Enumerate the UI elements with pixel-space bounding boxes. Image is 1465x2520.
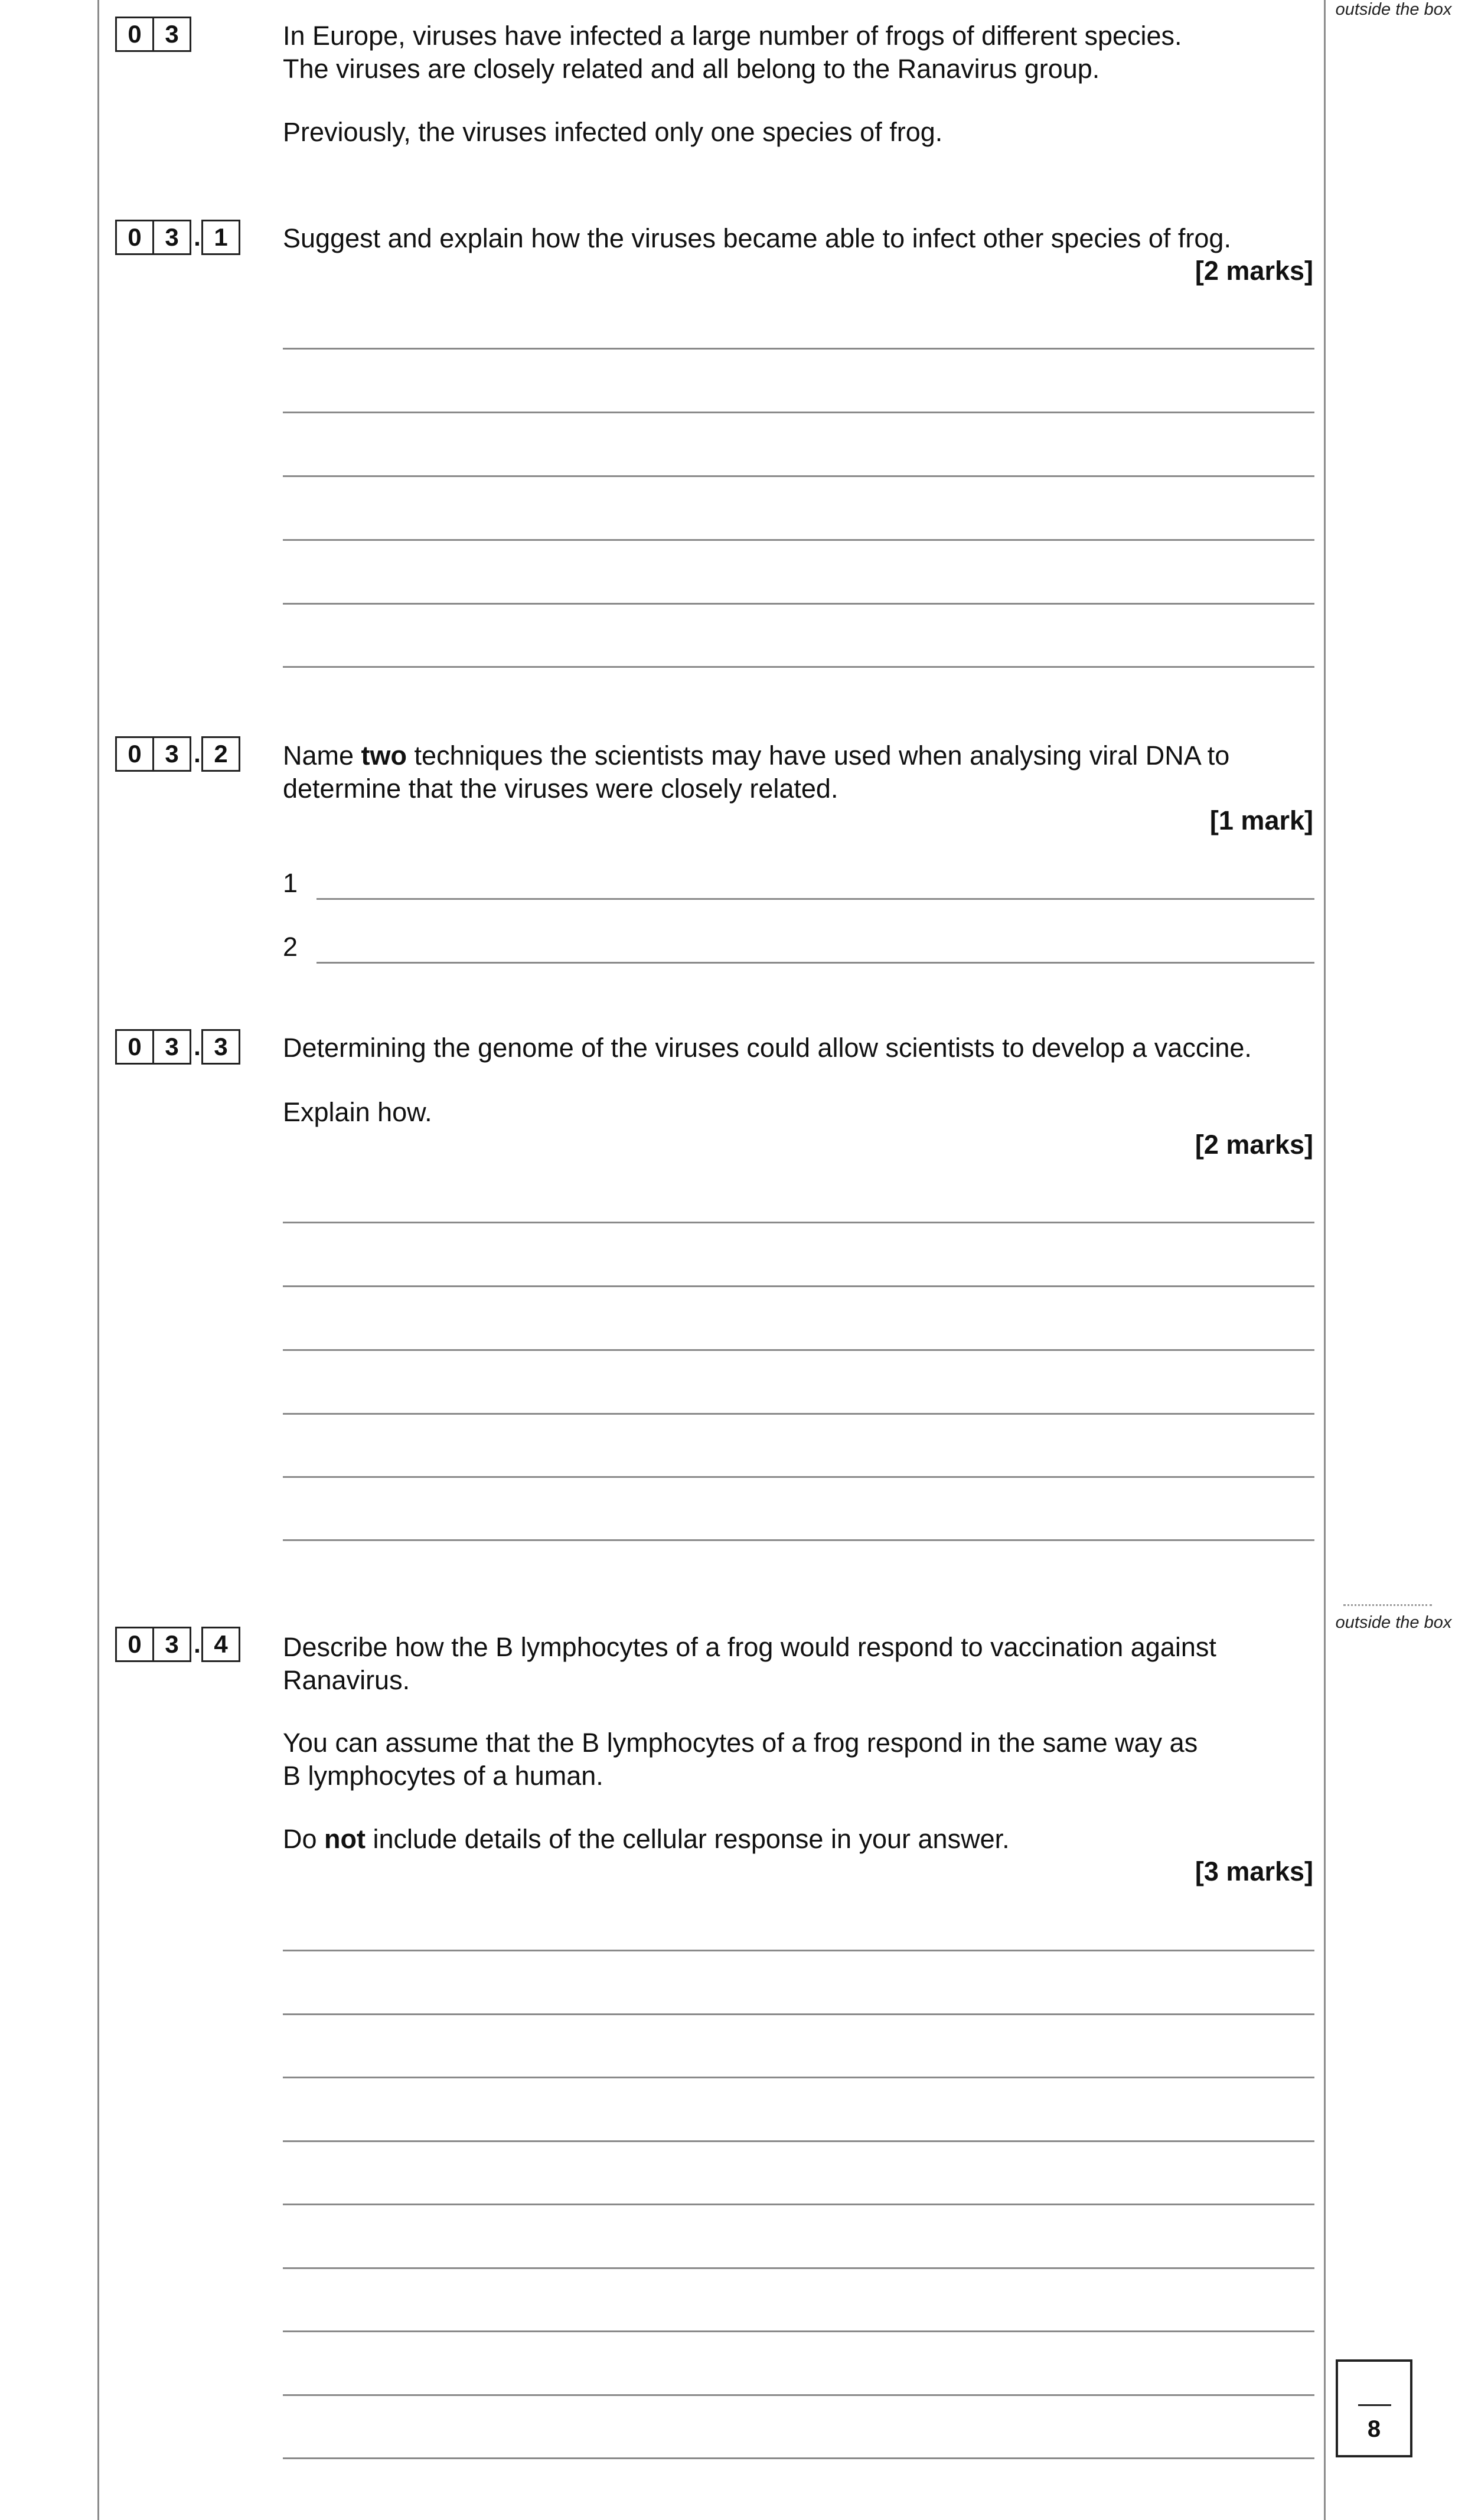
- answer-line[interactable]: [283, 2140, 1314, 2142]
- total-marks-value: 8: [1367, 2416, 1381, 2442]
- q03-intro-line2: The viruses are closely related and all belong to the Ranavirus group.: [283, 54, 1100, 84]
- digit-box: 1: [201, 220, 240, 255]
- q034-prompt: [283, 1631, 1322, 1697]
- digit-box: 0: [115, 17, 154, 52]
- digit-box: 3: [201, 1029, 240, 1065]
- q033-instruction: Explain how.: [283, 1097, 432, 1127]
- page-border-right: [1324, 0, 1326, 2520]
- answer-line[interactable]: [283, 2457, 1314, 2459]
- q034-assumption: [283, 1726, 1322, 1793]
- digit-box: 2: [201, 736, 240, 772]
- question-number-03-3: [115, 1029, 240, 1065]
- question-number-03: [115, 17, 191, 52]
- emphasis-not: not: [324, 1824, 366, 1854]
- q034-exclusion: Do not include details of the cellular response in your answer.: [283, 1824, 1010, 1854]
- answer-line[interactable]: [283, 1285, 1314, 1287]
- answer-line[interactable]: [283, 2204, 1314, 2205]
- digit-box: 0: [115, 1029, 154, 1065]
- q034-prompt-line1: Describe how the B lymphocytes of a frog would respond to vaccination against: [283, 1632, 1216, 1662]
- answer-line[interactable]: [283, 2013, 1314, 2015]
- emphasis-two: two: [361, 740, 407, 771]
- margin-note-bottom: outside the box: [1335, 1613, 1452, 1632]
- question-number-03-4: [115, 1627, 240, 1662]
- answer-line[interactable]: [283, 1222, 1314, 1223]
- answer-line[interactable]: [283, 603, 1314, 605]
- answer-line[interactable]: [283, 2394, 1314, 2396]
- answer-line[interactable]: [283, 666, 1314, 668]
- answer-label-2: 2: [283, 932, 298, 962]
- number-separator: .: [194, 1630, 201, 1658]
- total-marks-box: [1336, 2359, 1412, 2457]
- q033-marks: [2 marks]: [1195, 1130, 1313, 1160]
- answer-label-1: 1: [283, 868, 298, 898]
- q032-prompt-line1: Name two techniques the scientists may have used when analysing viral DNA to: [283, 740, 1230, 771]
- question-number-03-2: [115, 736, 240, 772]
- digit-box: 0: [115, 220, 154, 255]
- q032-marks: [1 mark]: [1209, 805, 1313, 835]
- margin-note-top: outside the box: [1335, 0, 1452, 19]
- answer-line[interactable]: [283, 1476, 1314, 1478]
- answer-line[interactable]: [283, 1539, 1314, 1541]
- q032-prompt: [283, 739, 1322, 805]
- answer-line[interactable]: [283, 348, 1314, 350]
- digit-box: 3: [152, 1627, 191, 1662]
- q034-assumption-line2: B lymphocytes of a human.: [283, 1761, 603, 1791]
- score-blank: [1358, 2404, 1391, 2406]
- digit-box: 4: [201, 1627, 240, 1662]
- q03-intro: [283, 19, 1322, 86]
- q031-marks: [2 marks]: [1195, 256, 1313, 286]
- q034-prompt-line2: Ranavirus.: [283, 1665, 410, 1695]
- answer-line[interactable]: [283, 475, 1314, 477]
- q034-assumption-line1: You can assume that the B lymphocytes of a frog respond in the same way as: [283, 1728, 1198, 1758]
- q031-prompt: Suggest and explain how the viruses became able to infect other species of frog.: [283, 223, 1231, 253]
- number-separator: .: [194, 223, 201, 251]
- answer-line[interactable]: [283, 412, 1314, 413]
- margin-divider: [1343, 1604, 1432, 1606]
- q03-intro-line3: Previously, the viruses infected only one species of frog.: [283, 117, 943, 147]
- question-number-03-1: [115, 220, 240, 255]
- number-separator: .: [194, 1033, 201, 1060]
- number-separator: .: [194, 740, 201, 768]
- answer-line-2[interactable]: [317, 962, 1314, 964]
- q032-prompt-line2: determine that the viruses were closely related.: [283, 773, 838, 804]
- digit-box: 3: [152, 17, 191, 52]
- digit-box: 0: [115, 736, 154, 772]
- digit-box: 3: [152, 220, 191, 255]
- digit-box: 3: [152, 736, 191, 772]
- answer-line-1[interactable]: [317, 898, 1314, 900]
- answer-line[interactable]: [283, 1413, 1314, 1415]
- answer-line[interactable]: [283, 2077, 1314, 2078]
- digit-box: 3: [152, 1029, 191, 1065]
- answer-line[interactable]: [283, 1349, 1314, 1351]
- answer-line[interactable]: [283, 539, 1314, 541]
- digit-box: 0: [115, 1627, 154, 1662]
- q033-prompt: Determining the genome of the viruses could allow scientists to develop a vaccine.: [283, 1033, 1252, 1063]
- answer-line[interactable]: [283, 1950, 1314, 1951]
- answer-line[interactable]: [283, 2330, 1314, 2332]
- answer-line[interactable]: [283, 2267, 1314, 2269]
- q034-marks: [3 marks]: [1195, 1856, 1313, 1886]
- page-border-left: [97, 0, 99, 2520]
- q03-intro-line1: In Europe, viruses have infected a large number of frogs of different species.: [283, 21, 1182, 51]
